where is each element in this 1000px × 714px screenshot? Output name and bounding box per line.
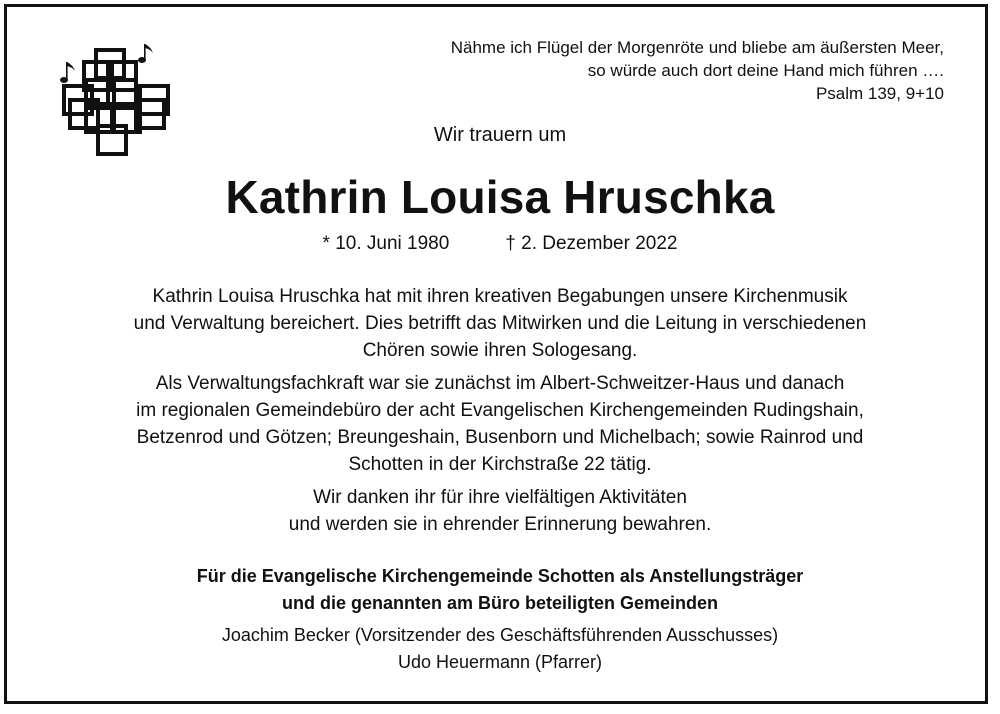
tribute-paragraph-3 [40, 484, 960, 538]
paragraph-line: Kathrin Louisa Hruschka hat mit ihren kreativen Begabungen unsere Kirchenmusik [152, 286, 848, 307]
signatory: Udo Heuermann (Pfarrer) [397, 652, 603, 672]
paragraph-line: Chören sowie ihren Sologesang. [362, 340, 638, 361]
paragraph-line: und Verwaltung bereichert. Dies betrifft das Mitwirken und die Leitung in verschiedenen [133, 313, 867, 334]
tribute-paragraph-2 [40, 370, 960, 478]
signature-organization [0, 563, 1000, 617]
paragraph-line: Wir danken ihr für ihre vielfältigen Aktivitäten [313, 487, 687, 508]
death-date: † 2. Dezember 2022 [505, 233, 678, 254]
psalm-line: Nähme ich Flügel der Morgenröte und bliebe am äußersten Meer, [450, 38, 944, 57]
birth-date: * 10. Juni 1980 [322, 233, 450, 254]
signatory: Joachim Becker (Vorsitzender des Geschäftsführenden Ausschusses) [221, 625, 779, 645]
psalm-reference: Psalm 139, 9+10 [815, 84, 944, 103]
paragraph-line: und werden sie in ehrender Erinnerung bewahren. [288, 514, 712, 535]
signature-line: und die genannten am Büro beteiligten Gemeinden [281, 593, 719, 613]
paragraph-line: Als Verwaltungsfachkraft war sie zunächst im Albert-Schweitzer-Haus und danach [155, 373, 845, 394]
tribute-paragraph-1 [40, 283, 960, 364]
psalm-quote [324, 36, 944, 105]
deceased-name: Kathrin Louisa Hruschka [225, 171, 775, 223]
signature-names [0, 622, 1000, 676]
mourning-intro: Wir trauern um [433, 124, 567, 146]
paragraph-line: Betzenrod und Götzen; Breungeshain, Busenborn und Michelbach; sowie Rainrod und [136, 427, 864, 448]
life-dates [0, 233, 1000, 255]
paragraph-line: Schotten in der Kirchstraße 22 tätig. [348, 454, 652, 475]
psalm-line: so würde auch dort deine Hand mich führen …. [587, 61, 944, 80]
signature-line: Für die Evangelische Kirchengemeinde Schotten als Anstellungsträger [196, 566, 804, 586]
paragraph-line: im regionalen Gemeindebüro der acht Evangelischen Kirchengemeinden Rudingshain, [136, 400, 864, 421]
